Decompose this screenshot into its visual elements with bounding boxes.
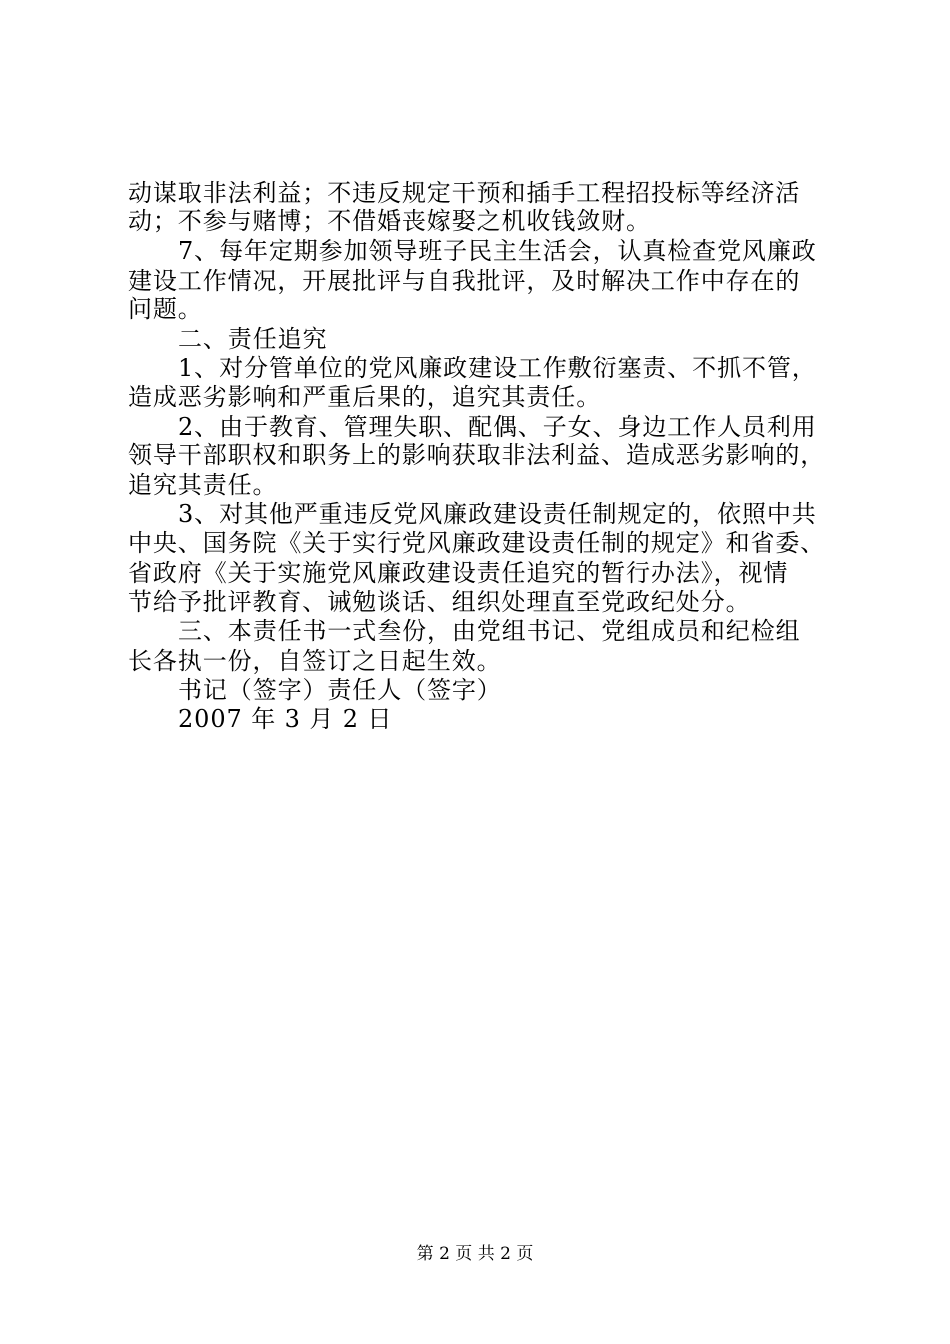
- body-line: 问题。: [128, 295, 203, 323]
- clause-2: 2、由于教育、管理失职、配偶、子女、身边工作人员利用: [178, 413, 817, 441]
- signature-line: 书记（签字）责任人（签字）: [178, 676, 502, 704]
- clause-3: 3、对其他严重违反党风廉政建设责任制规定的，依照中共: [178, 500, 817, 528]
- body-line: 动；不参与赌博；不借婚丧嫁娶之机收钱敛财。: [128, 207, 651, 235]
- clause-1: 1、对分管单位的党风廉政建设工作敷衍塞责、不抓不管，: [178, 354, 817, 382]
- clause-7: 7、每年定期参加领导班子民主生活会，认真检查党风廉政: [178, 237, 817, 265]
- body-line: 省政府《关于实施党风廉政建设责任追究的暂行办法》，视情: [128, 559, 789, 587]
- body-line: 动谋取非法利益；不违反规定干预和插手工程招投标等经济活: [128, 179, 801, 207]
- date-line: 2007 年 3 月 2 日: [178, 705, 393, 733]
- body-line: 建设工作情况，开展批评与自我批评，及时解决工作中存在的: [128, 267, 801, 295]
- section-three: 三、本责任书一式叁份，由党组书记、党组成员和纪检组: [178, 617, 801, 645]
- body-line: 中央、国务院《关于实行党风廉政建设责任制的规定》和省委、: [128, 529, 826, 557]
- body-line: 追究其责任。: [128, 471, 278, 499]
- body-line: 领导干部职权和职务上的影响获取非法利益、造成恶劣影响的，: [128, 441, 826, 469]
- body-line: 长各执一份，自签订之日起生效。: [128, 647, 502, 675]
- body-line: 节给予批评教育、诫勉谈话、组织处理直至党政纪处分。: [128, 588, 751, 616]
- body-line: 造成恶劣影响和严重后果的，追究其责任。: [128, 383, 602, 411]
- page-footer: 第 2 页 共 2 页: [416, 1244, 534, 1264]
- section-heading-responsibility: 二、责任追究: [178, 325, 328, 353]
